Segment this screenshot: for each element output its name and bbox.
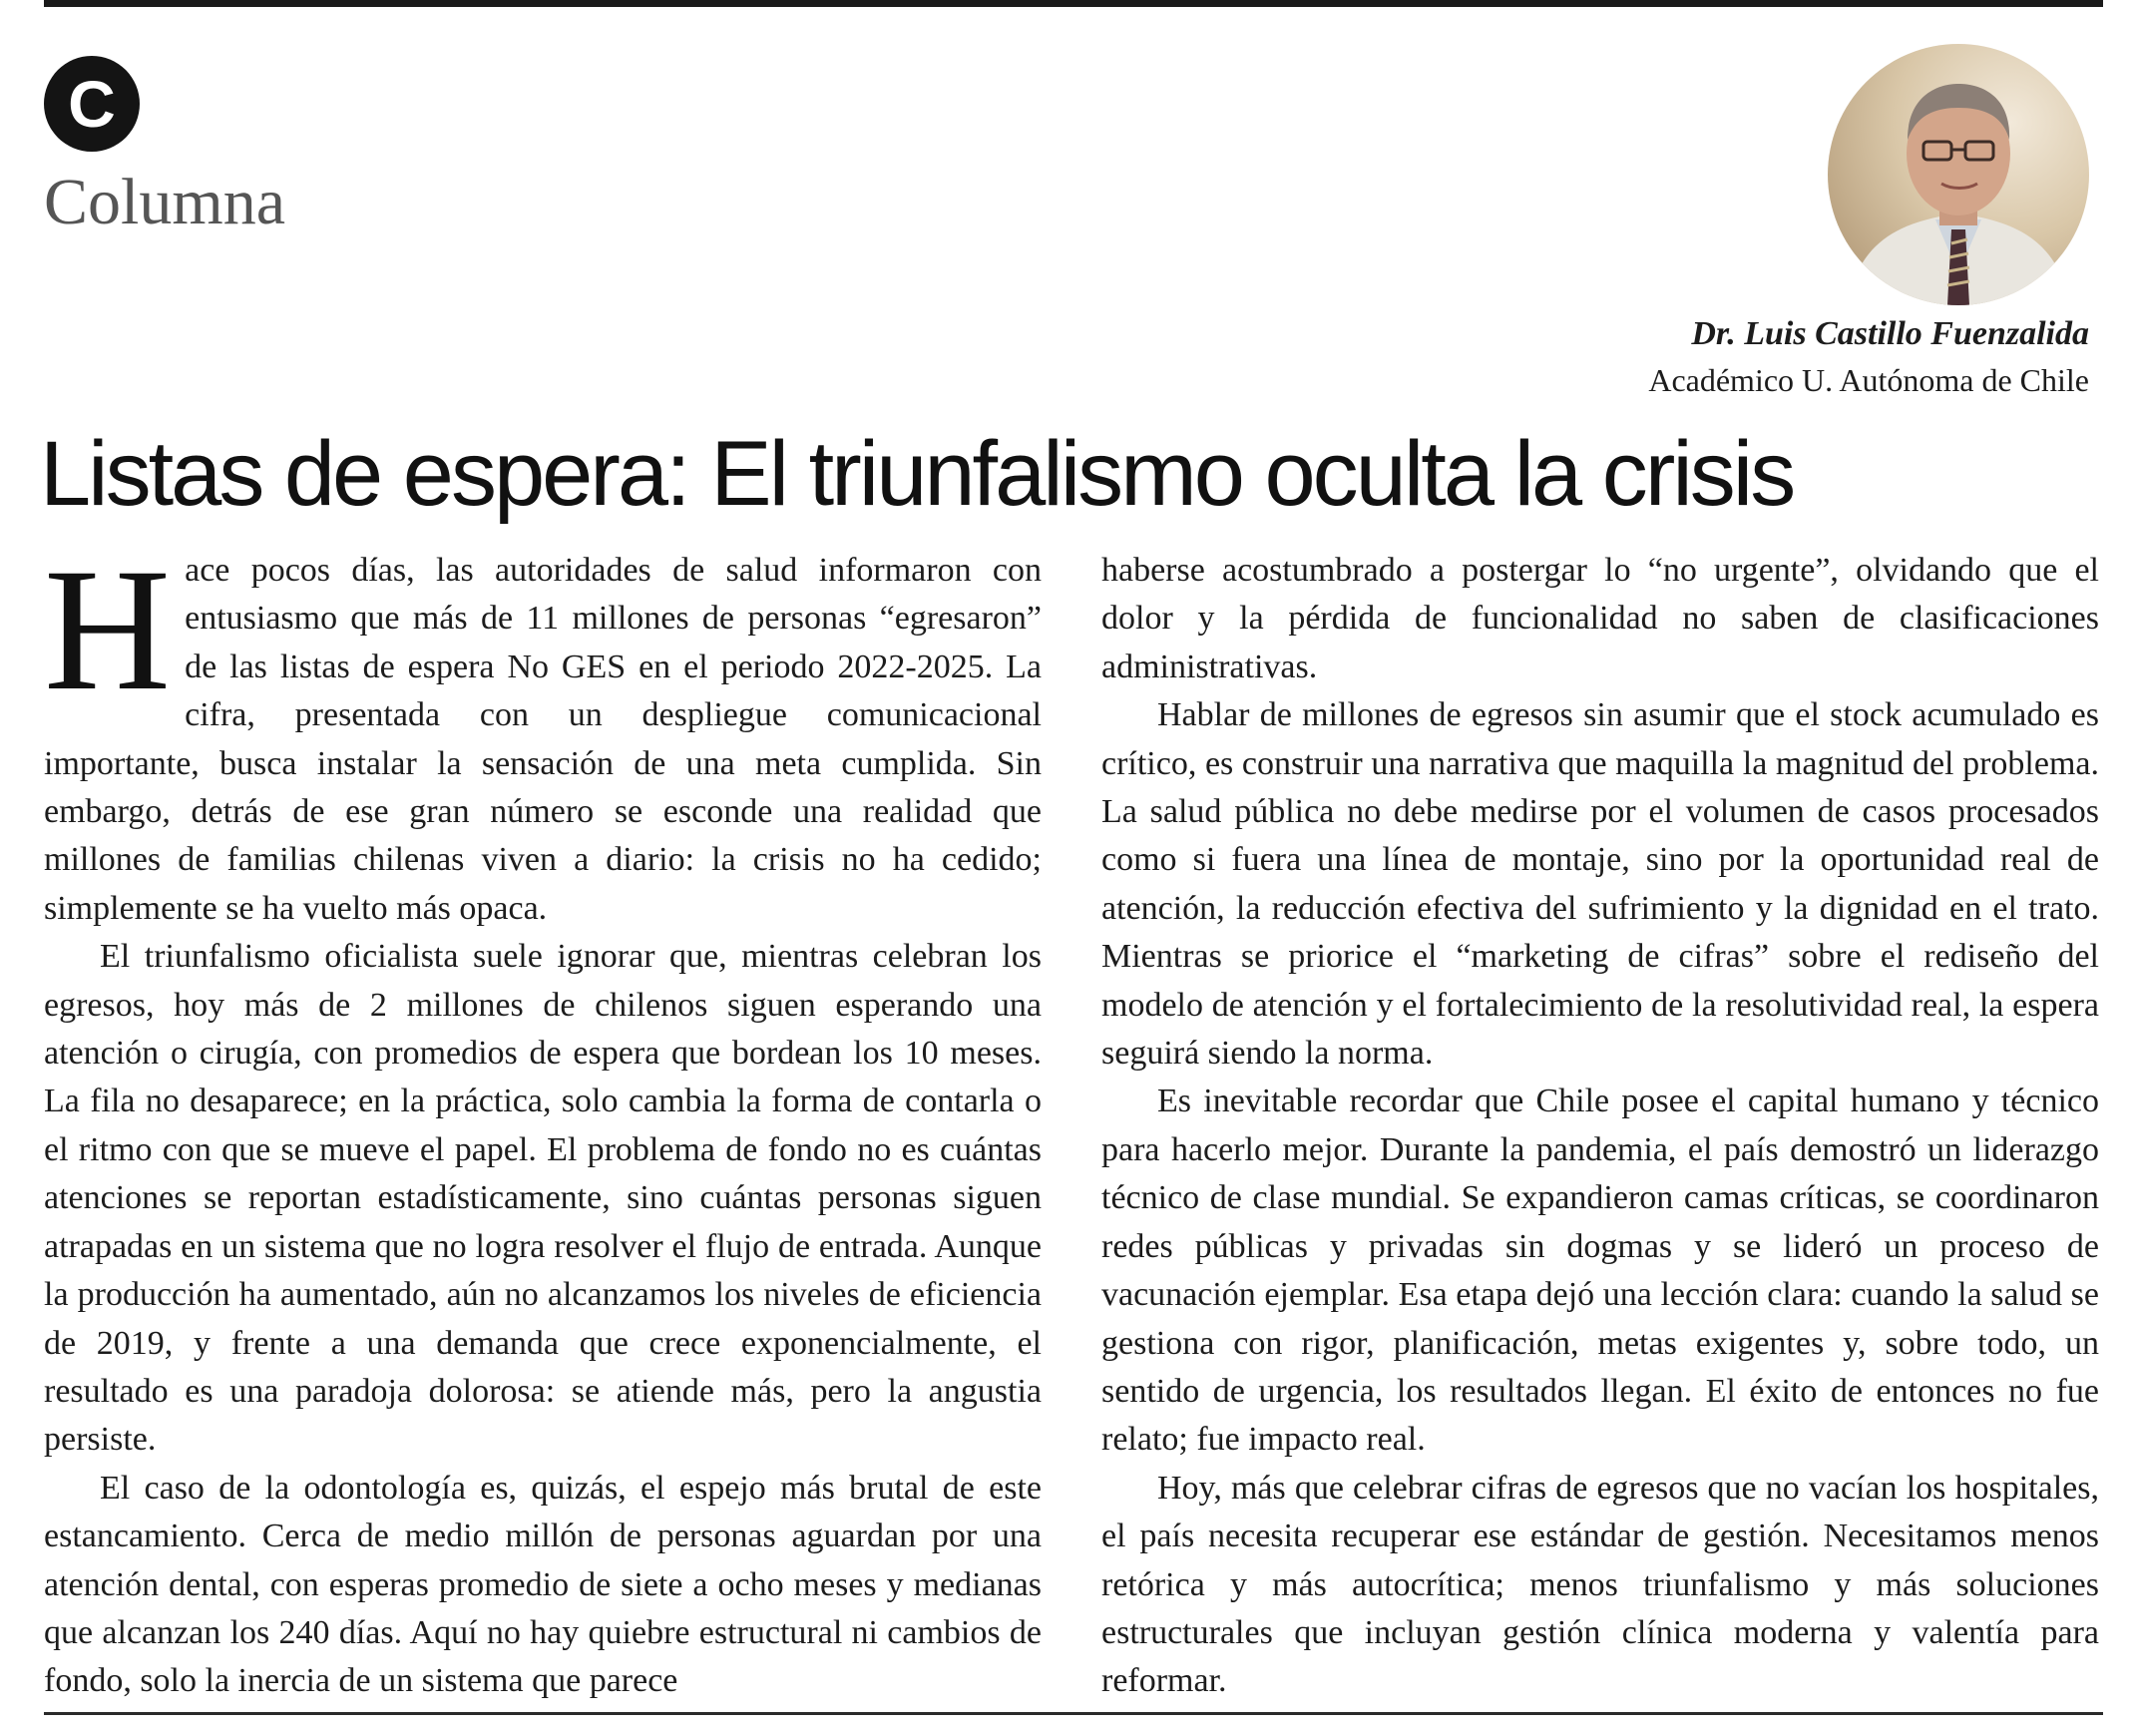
author-block	[1648, 311, 2089, 403]
article-paragraph	[44, 533, 1042, 933]
article-paragraph: Hablar de millones de egresos sin asumir que el stock acumulado es crítico, es construir una narrativa que maquilla la magnitud del problema. La salud pública no debe medirse por el volumen de casos procesados como si fuera una línea de montaje, sino por la oportunidad real de atención, la reducción efectiva del sufrimiento y la dignidad en el trato. Mientras se priorice el “marketing de cifras” sobre el rediseño del modelo de atención y el fortalecimiento de la resolutividad real, la espera seguirá siendo la norma.	[1101, 696, 2099, 1073]
author-name: Dr. Luis Castillo Fuenzalida	[1691, 315, 2089, 352]
article-paragraph: Es inevitable recordar que Chile posee el capital humano y técnico para hacerlo mejor. Durante la pandemia, el país demostró un liderazgo técnico de clase mundial. Se expandieron camas críticas, se coordinaron redes públicas y privadas sin dogmas y se lideró un proceso de vacunación ejemplar. Esa etapa dejó una lección clara: cuando la salud se gestiona con rigor, planificación, metas exigentes y, sobre todo, un sentido de urgencia, los resultados llegan. El éxito de entonces no fue relato; fue impacto real.	[1101, 1083, 2099, 1459]
author-role: Académico U. Autónoma de Chile	[1648, 362, 2089, 398]
section-badge: C	[44, 56, 140, 152]
article-paragraph: El caso de la odontología es, quizás, el espejo más brutal de este estancamiento. Cerca de medio millón de personas aguardan por una atención dental, con esperas promedio de siete a ocho meses y medianas que alcanzan los 240 días. Aquí no hay quiebre estructural ni cambios de fondo, solo la inercia de un sistema que parece	[44, 1469, 1042, 1700]
top-rule	[44, 0, 2103, 7]
headline: Listas de espera: El triunfalismo oculta la crisis	[40, 423, 1794, 525]
article-paragraph: El triunfalismo oficialista suele ignorar que, mientras celebran los egresos, hoy más de 2 millones de chilenos siguen esperando una atención o cirugía, con promedios de espera que bordean los 10 meses. La fila no desaparece; en la práctica, solo cambia la forma de contarla o el ritmo con que se mueve el papel. El problema de fondo no es cuántas atenciones se reportan estadísticamente, sino cuántas personas siguen atrapadas en un sistema que no logra resolver el flujo de entrada. Aunque la producción ha aumentado, aún no alcanzamos los niveles de eficiencia de 2019, y frente a una demanda que crece exponencialmente, el resultado es una paradoja dolorosa: se atiende más, pero la angustia persiste.	[44, 938, 1042, 1459]
bottom-rule	[44, 1712, 2103, 1715]
author-portrait	[1828, 44, 2089, 305]
article-paragraph: haberse acostumbrado a postergar lo “no urgente”, olvidando que el dolor y la pérdida de funcionalidad no saben de clasificaciones administrativas.	[1101, 552, 2099, 685]
paragraph-text: ace pocos días, las autoridades de salud informaron con entusiasmo que más de 11 millones de personas “egresaron” de las listas de espera No GES en el periodo 2022-2025. La cifra, presentada con un despliegue comunicacional importante, busca instalar la sensación de una meta cumplida. Sin embargo, detrás de ese gran número se esconde una realidad que millones de familias chilenas viven a diario: la crisis no ha cedido; simplemente se ha vuelto más opaca.	[44, 552, 1042, 927]
author-portrait-illustration	[1828, 44, 2089, 305]
section-label: Columna	[44, 166, 285, 238]
drop-cap: H	[44, 533, 172, 727]
article-column-right	[1101, 547, 2099, 1706]
article-paragraph: Hoy, más que celebrar cifras de egresos que no vacían los hospitales, el país necesita recuperar ese estándar de gestión. Necesitamos menos retórica y más autocrítica; menos triunfalismo y más soluciones estructurales que incluyan gestión clínica moderna y valentía para reformar.	[1101, 1469, 2099, 1700]
article-column-left	[44, 533, 1042, 1706]
